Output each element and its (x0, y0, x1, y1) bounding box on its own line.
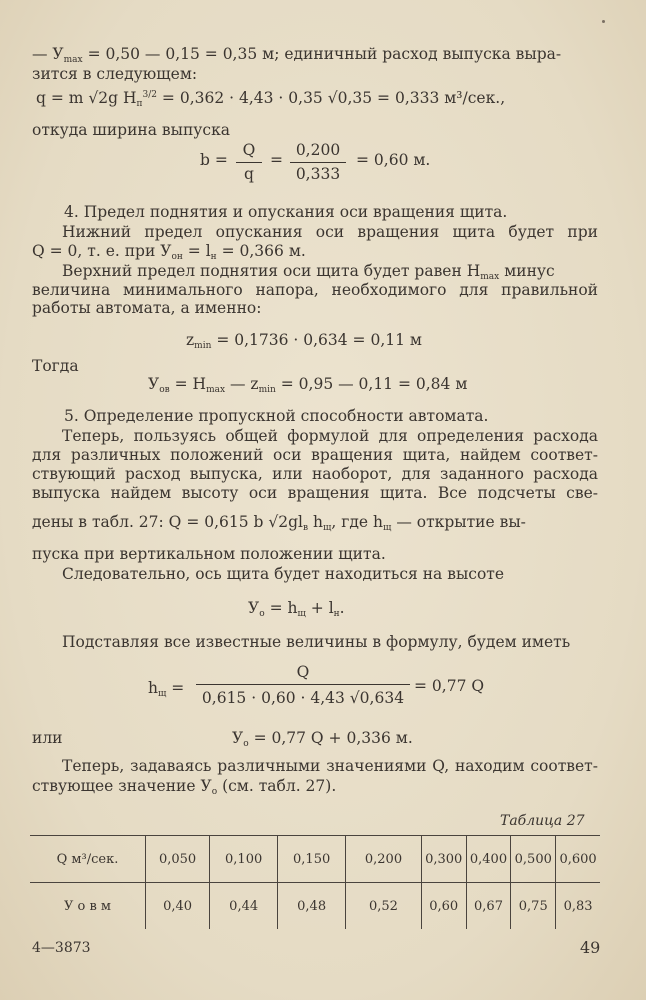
formula-width-den2: 0,333 (295, 165, 341, 183)
table-cell-q: 0,150 (278, 836, 346, 883)
text-line-2: зится в следующем: (32, 65, 198, 83)
print-speck (602, 20, 605, 23)
section-4-line-1: Нижний предел опускания оси вращения щита будет при (62, 223, 598, 241)
table-cell-q: 0,100 (210, 836, 278, 883)
section-5-line-7: Следовательно, ось щита будет находиться на высоте (62, 565, 505, 583)
table-cell-y: 0,75 (511, 883, 556, 930)
formula-hsh-rhs: = 0,77 Q (414, 677, 485, 695)
section-5-line-1: Теперь, пользуясь общей формулой для определения расхода (62, 427, 598, 445)
text-line-1: — $У_{max} = 0,50$ — 0,15 = 0,35 м; единичный расход выпуска выра- (32, 45, 562, 65)
table-row-q (30, 836, 600, 883)
table-cell-y: 0,40 (146, 883, 210, 930)
section-4-title: 4. Предел поднятия и опускания оси вращения щита. (64, 203, 508, 221)
table-cell-q: 0,600 (556, 836, 600, 883)
table-cell-q: 0,500 (511, 836, 556, 883)
formula-width-rhs: = 0,60 м. (356, 151, 431, 169)
formula-unit-discharge: q = m √2g $H_п^{3/2} = 0,362 \cdot 4,43 \cdot 0,35$ √0,35 = 0,333 м³/сек., (36, 89, 506, 109)
text-then: Тогда (32, 357, 79, 375)
section-4-line-2: Q = 0, т. е. при $У_{он} = l_н = 0,366$ м. (32, 242, 306, 262)
formula-width-lhs: b = (200, 151, 228, 169)
table-cell-q: 0,400 (466, 836, 511, 883)
page-number: 49 (580, 938, 601, 957)
section-4-line-4: величина минимального напора, необходимого для правильной (32, 281, 598, 299)
table-cell-y: 0,67 (466, 883, 511, 930)
formula-hsh-num: Q (296, 663, 310, 681)
formula-yo: $У_о = h_щ + l_н$. (248, 599, 345, 619)
footer-code: 4—3873 (32, 940, 91, 956)
formula-yov: $У_{ов} = H_{max}$ — $z_{min} = 0,95$ — 0,11 = 0,84 м (148, 375, 468, 395)
table-cell-y: 0,60 (421, 883, 466, 930)
formula-width-eq: = (270, 151, 283, 169)
table-cell-q: 0,050 (146, 836, 210, 883)
section-4-line-3: Верхний предел поднятия оси щита будет равен $H_{max}$ минус (62, 262, 555, 282)
table-cell-q: 0,200 (346, 836, 422, 883)
table-header-y: У о в м (63, 898, 112, 914)
final-line-1: Теперь, задаваясь различными значениями Q, находим соответ- (62, 757, 598, 775)
section-5-line-4: выпуска найдем высоту оси вращения щита. Все подсчеты све- (32, 484, 598, 502)
section-5-title: 5. Определение пропускной способности автомата. (64, 407, 489, 425)
formula-width-den1: q (244, 165, 254, 183)
table-caption: Таблица 27 (500, 813, 585, 829)
section-5-line-3: ствующий расход выпуска, или наоборот, для заданного расхода (32, 465, 598, 483)
table-cell-y: 0,52 (346, 883, 422, 930)
formula-hsh-lhs: $h_щ$ = (148, 679, 185, 699)
table-cell-y: 0,48 (278, 883, 346, 930)
section-5-line-6: пуска при вертикальном положении щита. (32, 545, 386, 563)
final-line-2: ствующее значение $У_о$ (см. табл. 27). (32, 777, 337, 797)
section-5-line-5: дены в табл. 27: Q = 0,615 b $√2gl_в$ $h_щ$, где $h_щ$ — открытие вы- (32, 513, 526, 533)
table-header-q: Q м³/сек. (30, 836, 146, 883)
table-27 (30, 835, 600, 929)
formula-zmin: $z_{min} = 0,1736 \cdot 0,634 = 0,11$ м (186, 331, 422, 351)
formula-yo2: $У_о = 0,77$ Q + 0,336 м. (232, 729, 413, 749)
section-4-line-5: работы автомата, а именно: (32, 299, 262, 317)
formula-width-num2: 0,200 (295, 141, 341, 159)
text-line-width-intro: откуда ширина выпуска (32, 121, 231, 139)
table-cell-y: 0,44 (210, 883, 278, 930)
text-or: или (32, 729, 63, 747)
formula-hsh-den: 0,615 · 0,60 · 4,43 √0,634 (201, 689, 405, 707)
formula-width-num1: Q (242, 141, 256, 159)
table-cell-q: 0,300 (421, 836, 466, 883)
text-substitute: Подставляя все известные величины в формулу, будем иметь (62, 633, 571, 651)
table-cell-y: 0,83 (556, 883, 600, 930)
table-row-y (30, 883, 600, 930)
section-5-line-2: для различных положений оси вращения щита, найдем соответ- (32, 446, 598, 464)
